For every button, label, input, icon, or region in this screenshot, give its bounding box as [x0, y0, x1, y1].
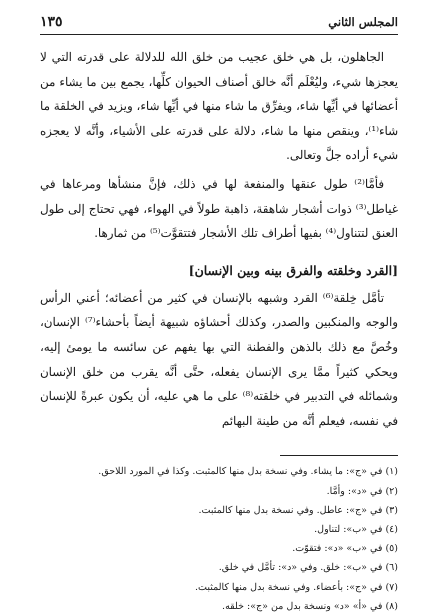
main-text	[40, 45, 398, 433]
text-line: شاء، ويفرِّق ما شاء منها في أيِّها شاء، ويزيد في الخلقة ما شاء⁽¹⁾، وينقص منها ما	[40, 99, 398, 138]
footnote-5: (٥) في «ب» «د»: فتقوّت.	[292, 543, 398, 555]
footnote-separator	[280, 455, 398, 456]
section-heading: [القرد وخلقته والفرق بينه وبين الإنسان]	[188, 262, 398, 278]
text-line: الإنسان يفعله، حتَّى أنَّه يقرب من خلق الإنسان وشمائله في التدبير في خلقته⁽⁸⁾	[40, 364, 398, 404]
paragraph-3	[40, 286, 398, 434]
footnote-4: (٤) في «ب»: لتناول.	[314, 523, 398, 535]
running-header	[40, 14, 398, 35]
text-line: ذلك بالذهن والفطنة التي بها يفهم عن سائسه ما يومئ إليه، ويحكي كثيراً ممَّا يرى	[40, 339, 398, 379]
text-line: فأمَّا⁽²⁾ طول عنقها والمنفعة لها في ذلك، فإنَّ منشأها ومرعاها في غياطل⁽³⁾	[40, 176, 398, 216]
text-line: شيء، وليُعْلَم أنَّه خالق أصناف الحيوان كلِّها، يجمع بين ما يشاء من أعضائها في أيِّها	[40, 74, 398, 114]
text-line: تأمَّل خِلقة⁽⁶⁾ القرد وشبهه بالإنسان في كثير من أعضائه؛ أعني الرأس والوجه	[40, 290, 398, 330]
paragraph-2	[40, 172, 398, 246]
text-line: على ما هي عليه، أن يكون عبرةً للإنسان في نفسه، فيعلم أنَّه من طينة البهائم	[40, 389, 398, 428]
text-line: الجاهلون، بل هي خلق عجيب من خلق الله للدلالة على قدرته التي لا يعجزها	[40, 50, 398, 89]
page-number: ١٣٥	[40, 14, 63, 30]
section-title: المجلس الثاني	[328, 15, 398, 29]
footnote-1: (١) في «ج»: ما يشاء. وفي نسخة بدل منها كالمثبت. وكذا في المورد اللاحق.	[98, 466, 398, 478]
footnote-2: (٢) في «د»: وأمَّا.	[326, 485, 398, 497]
text-line: والمنكبين والصدر، وكذلك أحشاؤه شبيهة أيضاً بأحشاء⁽⁷⁾ الإنسان، وخُصَّ مع	[40, 315, 398, 354]
footnotes	[40, 462, 398, 616]
footnote-7: (٧) في «ج»: بأعضاء. وفي نسخة بدل منها كالمثبت.	[195, 581, 398, 593]
text-line: شاء، دلالة على قدرته على الأشياء، وأنَّه لا يعجزه شيء أراده جلَّ وتعالى.	[40, 123, 398, 163]
paragraph-1	[40, 45, 398, 168]
footnote-6: (٦) في «ب»: خلق. وفي «د»: تأمَّل في خلق.	[218, 562, 398, 574]
footnote-3: (٣) في «ج»: عاطل. وفي نسخة بدل منها كالمثبت.	[198, 504, 398, 516]
footnote-8: (٨) في «أ» «د» ونسخة بدل من «ج»: خلقه.	[222, 600, 398, 612]
text-line: ذوات أشجار شاهقة، ذاهبة طولاً في الهواء، فهي تحتاج إلى طول العنق لتتناول⁽⁴⁾	[40, 201, 398, 241]
text-line: بفيها أطراف تلك الأشجار فتتقوَّت⁽⁵⁾ من ثمارها.	[94, 226, 322, 241]
